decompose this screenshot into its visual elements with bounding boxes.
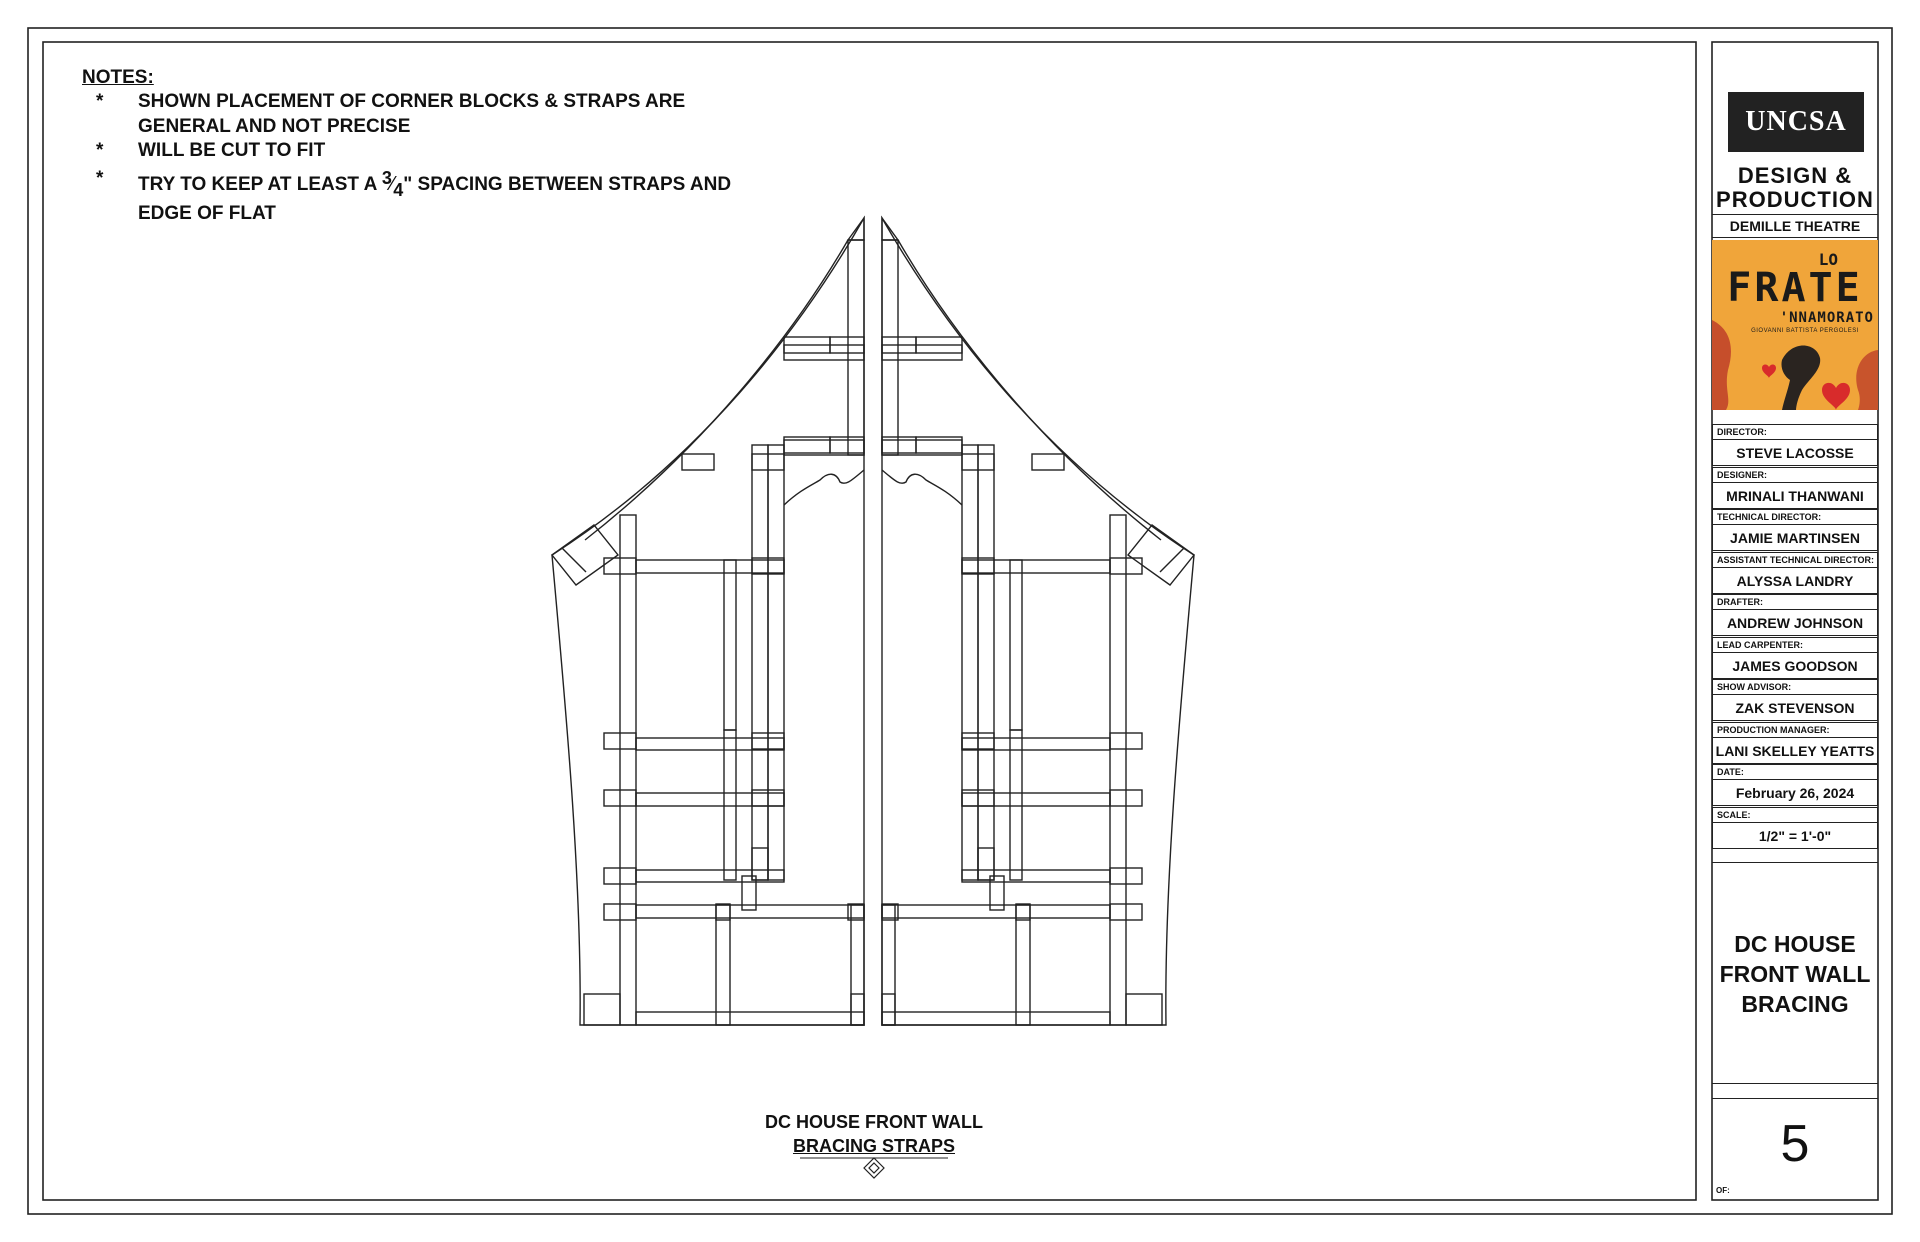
credit-row [1712,467,1878,509]
credit-label: LEAD CARPENTER: [1717,639,1804,650]
credit-value: STEVE LACOSSE [1713,439,1877,466]
top-block [882,218,898,240]
strap [851,994,864,1025]
notes-block [82,66,778,227]
flat-outline [882,218,1194,1025]
credit-value: February 26, 2024 [1713,779,1877,806]
stile [620,515,636,1025]
drawing-caption [724,1110,1024,1158]
credit-value: ANDREW JOHNSON [1713,609,1877,636]
credit-row [1712,722,1878,764]
credit-value: LANI SKELLEY YEATTS [1713,737,1877,764]
poster-composer: GIOVANNI BATTISTA PERGOLESI [1751,328,1859,334]
decorative-gusset [784,470,864,505]
credit-label: SCALE: [1717,809,1751,820]
credit-value: MRINALI THANWANI [1713,482,1877,509]
rail [882,905,1110,918]
left-flat [552,218,864,1025]
stile [1110,515,1126,1025]
credit-value: JAMIE MARTINSEN [1713,524,1877,551]
rail [636,560,784,573]
flat-outline [552,218,864,1025]
stile [716,905,730,1025]
poster-title-nnamorato: 'NNAMORATO [1779,310,1874,326]
stile [768,445,784,880]
top-block [848,218,864,240]
note-bullet: * [96,139,104,161]
credit-value: ZAK STEVENSON [1713,694,1877,721]
credit-label: ASSISTANT TECHNICAL DIRECTOR: [1717,554,1875,565]
rail [636,793,784,806]
notes-title: NOTES: [82,67,154,88]
strap [682,454,714,470]
credit-label: DIRECTOR: [1717,427,1767,437]
note-item [82,90,778,139]
sheet-title-box [1712,862,1878,1084]
venue-name: DEMILLE THEATRE [1712,214,1878,238]
show-poster [1712,240,1878,410]
credit-row [1712,552,1878,594]
credit-row [1712,679,1878,721]
note-text: WILL BE CUT TO FIT [138,139,326,161]
department-name [1712,164,1878,212]
sheet-title-line-1: DC HOUSE [1734,931,1856,957]
rail [636,905,864,918]
strap [882,994,895,1025]
stile [1010,730,1022,880]
corner-block [552,525,618,585]
strap [584,994,620,1025]
note-bullet: * [96,168,104,190]
strap [752,848,768,880]
credit-label: PRODUCTION MANAGER: [1717,724,1830,735]
sheet-number-divider [1712,1098,1878,1099]
stile [882,240,898,455]
credit-label: DRAFTER: [1717,597,1763,607]
stile [962,445,978,880]
note-text: SHOWN PLACEMENT OF CORNER BLOCKS & STRAPS ARE GENERAL AND NOT PRECISE [138,91,686,137]
credit-row [1712,637,1878,679]
credit-label: DATE: [1717,767,1744,777]
caption-symbol [864,1158,884,1178]
strap [1032,454,1064,470]
rail [882,1012,1110,1025]
strap [978,848,994,880]
stile [1016,905,1030,1025]
credit-value: ALYSSA LANDRY [1713,567,1877,594]
fraction: $^3⁄_4$ [381,168,404,201]
decorative-gusset [882,470,962,505]
poster-title-frate: FRATE [1727,265,1863,311]
credit-label: DESIGNER: [1717,469,1768,480]
credit-value: JAMES GOODSON [1713,652,1877,679]
poster-title-lo: LO [1818,250,1838,269]
credit-label: TECHNICAL DIRECTOR: [1717,512,1822,522]
uncsa-logo: UNCSA [1728,92,1864,152]
fraction-denominator: 4 [393,180,404,201]
stile [1010,560,1022,730]
rail [962,793,1110,806]
sheet-number: 5 [1780,1115,1810,1173]
stile [978,445,994,880]
sheet-title-line-2: FRONT WALL [1719,961,1871,987]
sheet-of-label: OF: [1716,1186,1730,1195]
caption-line-1: DC HOUSE FRONT WALL [765,1112,983,1132]
stile [752,445,768,880]
wall-elevation [552,218,1194,1025]
sheet-title [1712,929,1878,1019]
stile [848,240,864,455]
note-item [82,167,778,226]
note-text-before: TRY TO KEEP AT LEAST A [138,174,382,196]
right-flat [882,218,1194,1025]
credit-label: SHOW ADVISOR: [1717,682,1792,692]
note-bullet: * [96,91,104,113]
rafter-inner-edge [585,240,848,540]
sheet-title-line-3: BRACING [1741,991,1849,1017]
rail [636,1012,864,1025]
rail [962,738,1110,750]
credit-row [1712,509,1878,551]
credit-value: 1/2" = 1'-0" [1713,822,1877,849]
note-text [138,167,778,226]
rafter-inner-edge [898,240,1161,540]
strap [1126,994,1162,1025]
credit-row [1712,807,1878,849]
stile [724,560,736,730]
credit-row [1712,594,1878,636]
corner-block-detail [562,548,586,572]
corner-block [1128,525,1194,585]
corner-block-detail [1160,548,1184,572]
department-line-1: DESIGN & [1737,163,1853,188]
note-item [82,139,778,163]
department-line-2: PRODUCTION [1716,187,1874,212]
credit-row [1712,424,1878,466]
fraction-numerator: 3 [381,168,392,189]
caption-line-2: BRACING STRAPS [792,1136,955,1156]
credit-row [1712,764,1878,806]
rail [962,560,1110,573]
rail [636,738,784,750]
stile [724,730,736,880]
stile [882,905,895,1025]
note-text-after: " SPACING BETWEEN STRAPS AND EDGE OF FLAT [138,174,732,225]
stile [851,905,864,1025]
